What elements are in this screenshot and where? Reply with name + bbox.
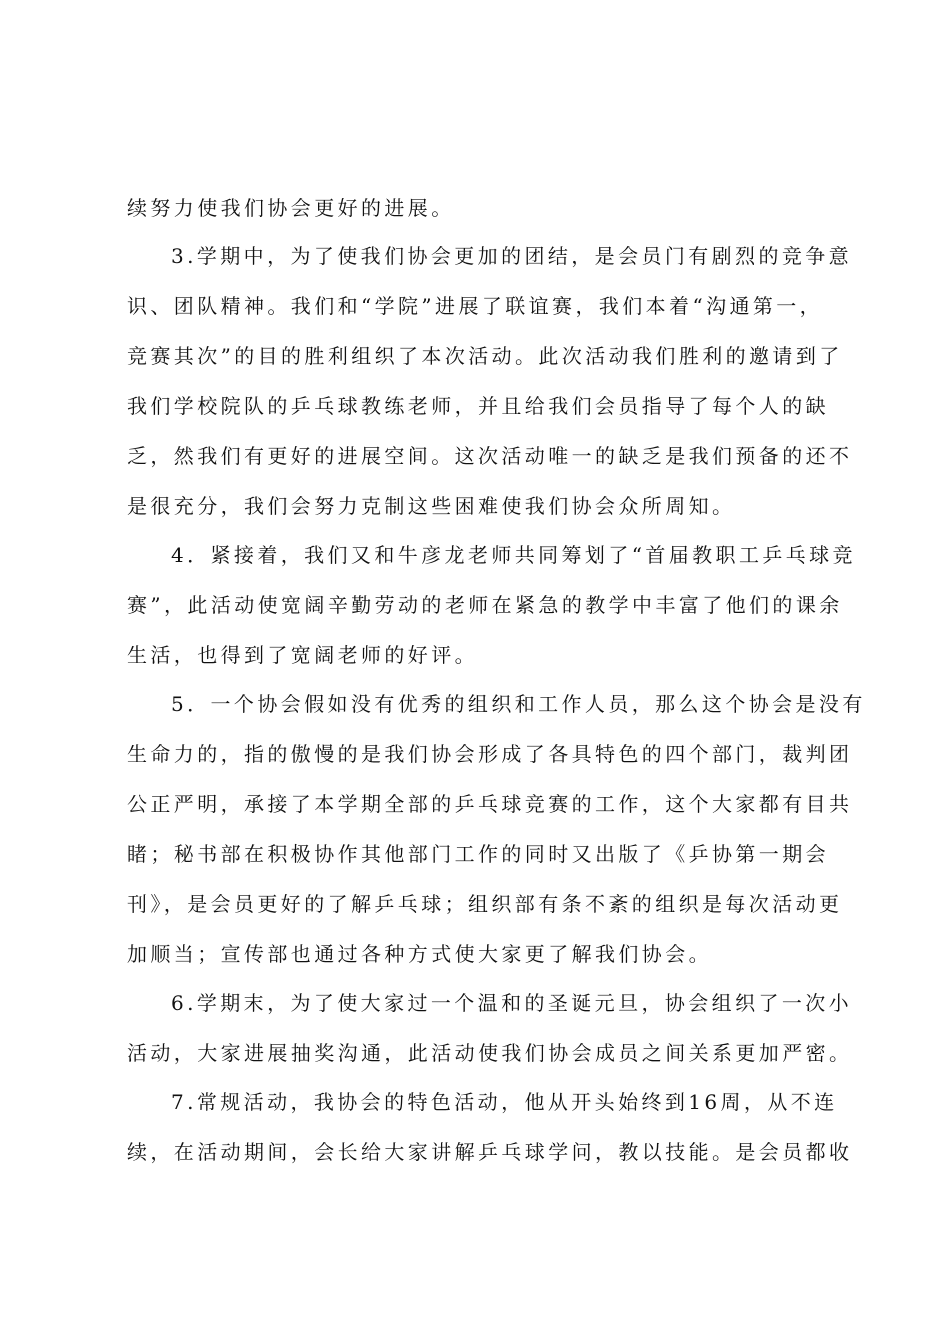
text-line: 生活，也得到了宽阔老师的好评。 [127, 643, 478, 667]
text-line: 乏，然我们有更好的进展空间。这次活动唯一的缺乏是我们预备的还不 [127, 444, 853, 468]
paragraph-7-line: 7.常规活动，我协会的特色活动，他从开头始终到16周，从不连 [171, 1090, 838, 1114]
text-line: 续，在活动期间，会长给大家讲解乒乓球学问，教以技能。是会员都收 [127, 1140, 853, 1164]
text-line: 续努力使我们协会更好的进展。 [127, 196, 455, 220]
text-line: 竞赛其次”的目的胜利组织了本次活动。此次活动我们胜利的邀请到了 [127, 344, 843, 368]
text-line: 识、团队精神。我们和“学院”进展了联谊赛，我们本着“沟通第一， [127, 294, 824, 318]
paragraph-5-line: 5．一个协会假如没有优秀的组织和工作人员，那么这个协会是没有 [171, 692, 866, 716]
paragraph-3-line: 3.学期中，为了使我们协会更加的团结，是会员门有剧烈的竞争意 [171, 244, 853, 268]
text-line: 刊》，是会员更好的了解乒乓球；组织部有条不紊的组织是每次活动更 [127, 892, 843, 916]
text-line: 睹；秘书部在积极协作其他部门工作的同时又出版了《乒协第一期会 [127, 842, 829, 866]
text-line: 生命力的，指的傲慢的是我们协会形成了各具特色的四个部门，裁判团 [127, 742, 853, 766]
text-line: 公正严明，承接了本学期全部的乒乓球竞赛的工作，这个大家都有目共 [127, 792, 853, 816]
paragraph-6-line: 6.学期末，为了使大家过一个温和的圣诞元旦，协会组织了一次小 [171, 991, 853, 1015]
paragraph-4-line: 4．紧接着，我们又和牛彦龙老师共同筹划了“首届教职工乒乓球竞 [171, 543, 856, 567]
text-line: 是很充分，我们会努力克制这些困难使我们协会众所周知。 [127, 494, 736, 518]
text-line: 加顺当；宣传部也通过各种方式使大家更了解我们协会。 [127, 942, 712, 966]
text-line: 我们学校院队的乒乓球教练老师，并且给我们会员指导了每个人的缺 [127, 394, 829, 418]
text-line: 活动，大家进展抽奖沟通，此活动使我们协会成员之间关系更加严密。 [127, 1041, 853, 1065]
text-line: 赛”，此活动使宽阔辛勤劳动的老师在紧急的教学中丰富了他们的课余 [127, 593, 843, 617]
